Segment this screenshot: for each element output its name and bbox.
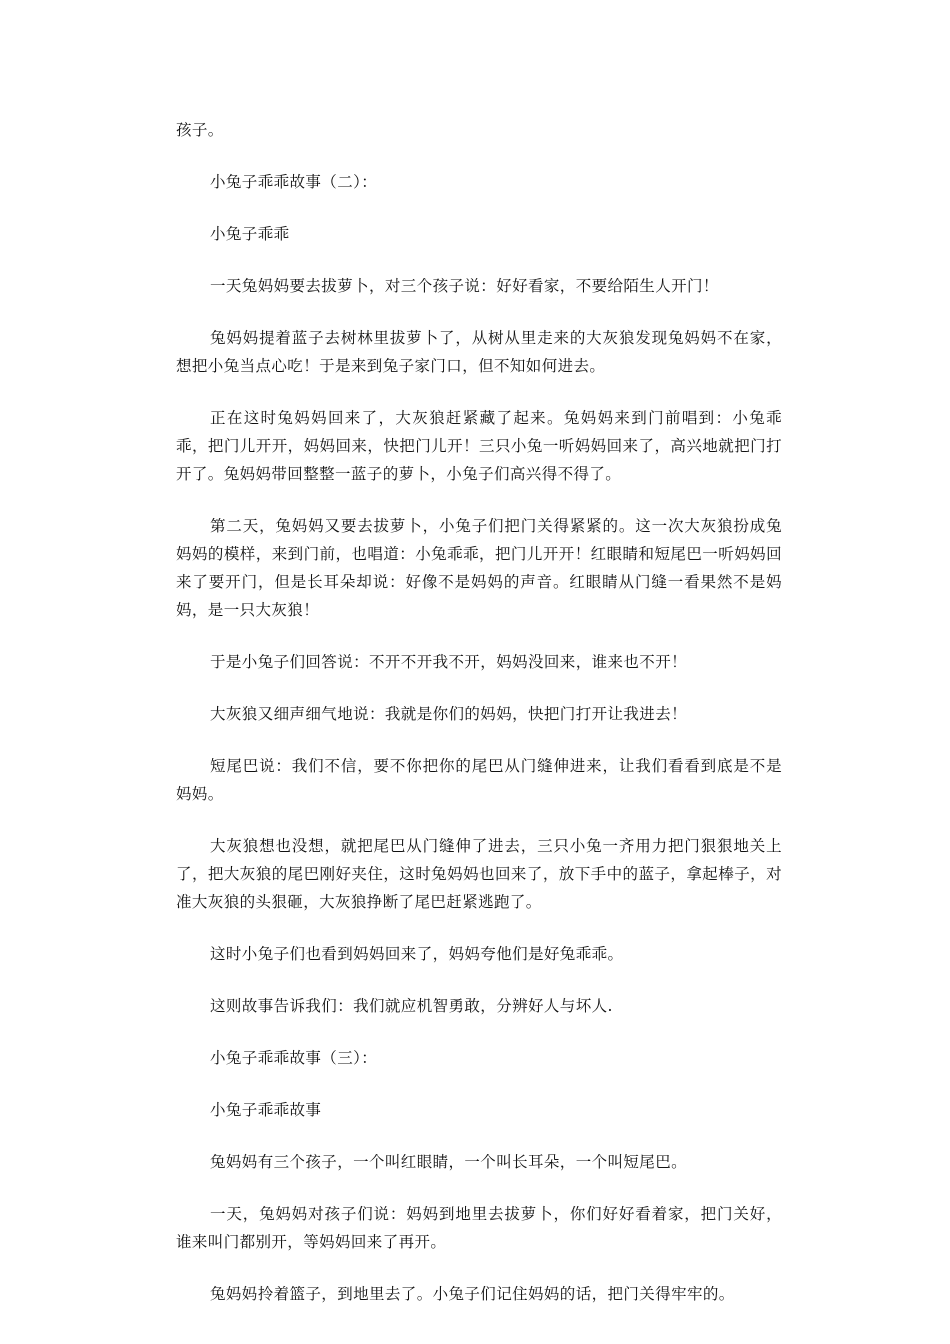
paragraph-continuation: 孩子。 [176, 121, 224, 139]
section-heading-3: 小兔子乖乖故事（三）： [210, 1049, 378, 1067]
paragraph-moral: 这则故事告诉我们：我们就应机智勇敢，分辨好人与坏人. [210, 997, 613, 1015]
paragraph: 第二天，兔妈妈又要去拔萝卜，小兔子们把门关得紧紧的。这一次大灰狼扮成兔妈妈的模样，来到门前，也唱道：小兔乖乖，把门儿开开！红眼睛和短尾巴一听妈妈回来了要开门，但是长耳朵却说：好像不是妈妈的声音。红眼睛从门缝一看果然不是妈妈，是一只大灰狼！ [176, 517, 782, 619]
paragraph: 大灰狼想也没想，就把尾巴从门缝伸了进去，三只小兔一齐用力把门狠狠地关上了，把大灰狼的尾巴刚好夹住，这时兔妈妈也回来了，放下手中的蓝子，拿起棒子，对准大灰狼的头狠砸，大灰狼挣断了尾巴赶紧逃跑了。 [176, 837, 782, 911]
paragraph: 兔妈妈拎着篮子，到地里去了。小兔子们记住妈妈的话，把门关得牢牢的。 [210, 1285, 735, 1303]
paragraph: 这时小兔子们也看到妈妈回来了，妈妈夸他们是好兔乖乖。 [210, 945, 624, 963]
paragraph: 一天兔妈妈要去拔萝卜，对三个孩子说：好好看家，不要给陌生人开门！ [210, 277, 719, 295]
story-title-3: 小兔子乖乖故事 [210, 1101, 322, 1119]
document-page [176, 116, 782, 1332]
paragraph: 一天，兔妈妈对孩子们说：妈妈到地里去拔萝卜，你们好好看着家，把门关好，谁来叫门都别开，等妈妈回来了再开。 [176, 1205, 782, 1251]
paragraph: 于是小兔子们回答说：不开不开我不开，妈妈没回来，谁来也不开！ [210, 653, 688, 671]
paragraph: 正在这时兔妈妈回来了，大灰狼赶紧藏了起来。兔妈妈来到门前唱到：小兔乖乖，把门儿开开，妈妈回来，快把门儿开！三只小兔一听妈妈回来了，高兴地就把门打开了。兔妈妈带回整整一蓝子的萝卜，小兔子们高兴得不得了。 [176, 409, 782, 483]
story-title-2: 小兔子乖乖 [210, 225, 290, 243]
paragraph: 兔妈妈提着蓝子去树林里拔萝卜了，从树从里走来的大灰狼发现兔妈妈不在家，想把小兔当点心吃！于是来到兔子家门口，但不知如何进去。 [176, 329, 782, 375]
paragraph: 短尾巴说：我们不信，要不你把你的尾巴从门缝伸进来，让我们看看到底是不是妈妈。 [176, 757, 782, 803]
section-heading-2: 小兔子乖乖故事（二）： [210, 173, 378, 191]
paragraph: 兔妈妈有三个孩子，一个叫红眼睛，一个叫长耳朵，一个叫短尾巴。 [210, 1153, 688, 1171]
paragraph: 大灰狼又细声细气地说：我就是你们的妈妈，快把门打开让我进去！ [210, 705, 688, 723]
